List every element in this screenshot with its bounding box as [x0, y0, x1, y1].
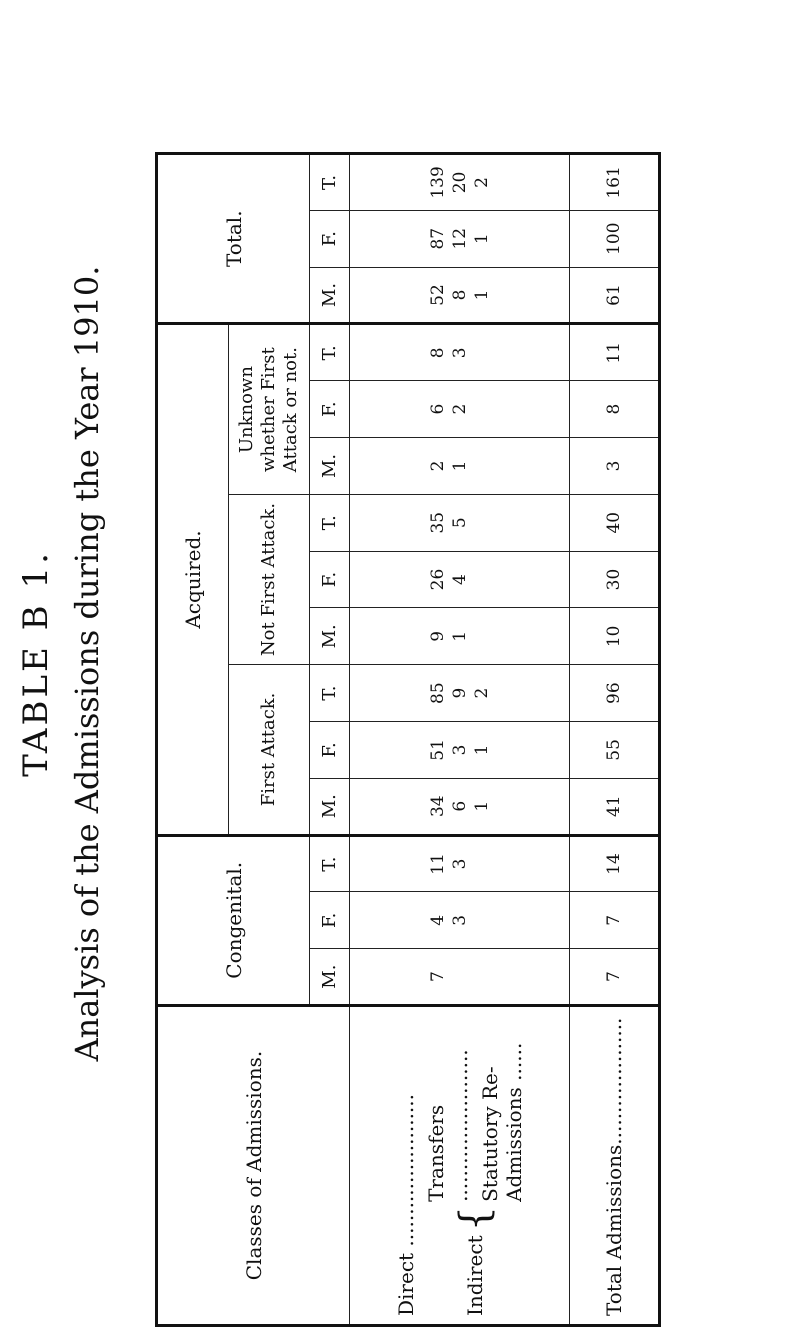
value: 7	[427, 971, 448, 983]
value	[471, 438, 493, 494]
value-cell	[350, 665, 570, 722]
value: 51	[427, 739, 448, 761]
value: 9	[449, 687, 470, 699]
col-t: T.	[310, 665, 350, 722]
value	[471, 837, 493, 892]
value: 1	[471, 289, 492, 301]
total-value: 10	[570, 608, 660, 665]
total-value: 55	[570, 722, 660, 779]
value	[471, 552, 493, 608]
value: 6	[449, 800, 470, 812]
value: 12	[449, 227, 470, 250]
value: 2	[471, 177, 492, 188]
col-t: T.	[310, 494, 350, 551]
value-cell	[350, 381, 570, 438]
value: 8	[427, 347, 448, 359]
col-m: M.	[310, 949, 350, 1006]
value: 9	[427, 630, 448, 642]
col-f: F.	[310, 551, 350, 608]
value-cell	[350, 608, 570, 665]
total-value: 41	[570, 778, 660, 835]
col-t: T.	[310, 154, 350, 211]
value-cell	[350, 722, 570, 779]
value-cell	[350, 324, 570, 381]
value: 87	[427, 227, 448, 250]
value: 1	[471, 800, 492, 812]
value: 6	[427, 403, 448, 415]
value-cell	[350, 210, 570, 267]
value: 26	[427, 568, 448, 591]
row-label-transfers: Transfers ........................	[423, 1049, 472, 1202]
not-first-attack-header: Not First Attack.	[229, 494, 310, 664]
value	[471, 495, 493, 551]
value-cell	[350, 892, 570, 949]
value: 20	[449, 171, 470, 194]
table-row	[350, 154, 570, 1326]
admissions-table	[155, 152, 661, 1327]
indirect-label: Indirect	[462, 1235, 487, 1316]
value: 52	[427, 284, 448, 306]
total-value: 96	[570, 665, 660, 722]
value: 4	[449, 574, 470, 585]
value: 2	[471, 687, 492, 699]
value: 11	[427, 853, 448, 875]
col-f: F.	[310, 210, 350, 267]
unknown-header: Unknown whether First Attack or not.	[229, 324, 310, 494]
value-cell	[350, 494, 570, 551]
value-cell	[350, 778, 570, 835]
value: 85	[427, 682, 448, 704]
col-f: F.	[310, 381, 350, 438]
value	[471, 949, 493, 1004]
col-m: M.	[310, 438, 350, 495]
row-label-direct: Direct ........................	[393, 1093, 418, 1316]
value: 3	[449, 858, 470, 870]
total-value: 30	[570, 551, 660, 608]
total-value: 100	[570, 210, 660, 267]
page-subtitle: Analysis of the Admissions during the Year 1910.	[68, 265, 106, 1062]
total-value: 7	[570, 949, 660, 1006]
value: 3	[449, 347, 470, 359]
total-value: 8	[570, 381, 660, 438]
value: 8	[449, 289, 470, 301]
col-m: M.	[310, 267, 350, 324]
value	[471, 892, 493, 948]
col-f: F.	[310, 892, 350, 949]
acquired-header: Acquired.	[157, 324, 229, 835]
total-value: 61	[570, 267, 660, 324]
first-attack-header: First Attack.	[229, 665, 310, 835]
col-m: M.	[310, 608, 350, 665]
total-value: 11	[570, 324, 660, 381]
value: 1	[471, 744, 492, 756]
value: 3	[449, 914, 470, 926]
value: 1	[471, 233, 492, 245]
value-cell	[350, 835, 570, 892]
value: 34	[427, 795, 448, 818]
col-f: F.	[310, 722, 350, 779]
row-labels	[350, 1006, 570, 1326]
total-value: 14	[570, 835, 660, 892]
value	[471, 608, 493, 664]
value: 1	[449, 630, 470, 642]
total-header: Total.	[157, 154, 310, 324]
total-row-label: Total Admissions....................	[570, 1006, 660, 1326]
col-t: T.	[310, 835, 350, 892]
total-value: 161	[570, 154, 660, 211]
value	[449, 949, 471, 1004]
value: 2	[427, 460, 448, 472]
congenital-header: Congenital.	[157, 835, 310, 1005]
total-row	[570, 154, 660, 1326]
classes-header: Classes of Admissions.	[157, 1006, 350, 1326]
value-cell	[350, 551, 570, 608]
value-cell	[350, 154, 570, 211]
value: 4	[427, 914, 448, 926]
value: 139	[427, 166, 448, 199]
total-value: 40	[570, 494, 660, 551]
value: 1	[449, 460, 470, 472]
value	[471, 325, 493, 380]
row-label-readmissions: Statutory Re-Admissions ......	[477, 1042, 526, 1202]
total-value: 7	[570, 892, 660, 949]
col-m: M.	[310, 778, 350, 835]
col-t: T.	[310, 324, 350, 381]
value-cell	[350, 267, 570, 324]
value: 3	[449, 744, 470, 756]
value: 2	[449, 403, 470, 415]
value-cell	[350, 438, 570, 495]
value-cell	[350, 949, 570, 1006]
brace-icon: {	[451, 1205, 498, 1232]
value: 5	[449, 517, 470, 529]
value: 35	[427, 511, 448, 534]
total-value: 3	[570, 438, 660, 495]
value	[471, 381, 493, 437]
indirect-group	[424, 1007, 526, 1316]
page-title: TABLE B 1.	[16, 550, 56, 777]
